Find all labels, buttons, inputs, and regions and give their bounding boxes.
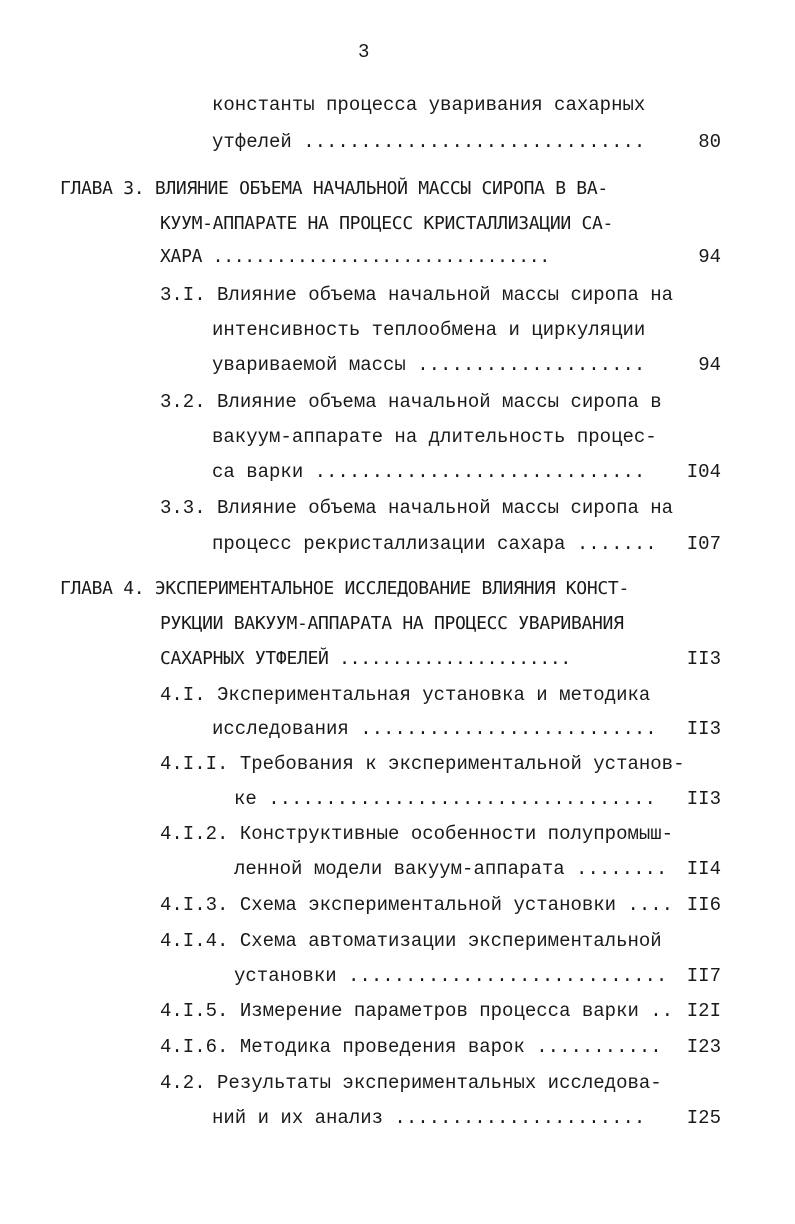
toc-page: II3 [686, 718, 721, 740]
toc-page: I25 [686, 1107, 721, 1129]
toc-line: ний и их анализ ...................... [212, 1107, 646, 1129]
toc-line: 4.I.2. Конструктивные особенности полупромыш- [160, 823, 674, 845]
toc-line: 3.I. Влияние объема начальной массы сиропа на [160, 284, 674, 306]
toc-page: 80 [698, 131, 721, 153]
toc-line: са варки ............................. [212, 461, 646, 483]
toc-line: утфелей .............................. [212, 131, 646, 153]
toc-line: 4.I.5. Измерение параметров процесса варки .. [160, 1000, 674, 1022]
chapter-heading: САХАРНЫХ УТФЕЛЕЙ ...................... [160, 648, 571, 669]
toc-line: 4.I. Экспериментальная установка и методика [160, 684, 651, 706]
toc-page: I23 [686, 1036, 721, 1058]
toc-line: 4.I.6. Методика проведения варок ........... [160, 1036, 662, 1058]
toc-line: ленной модели вакуум-аппарата ........ [234, 858, 668, 880]
toc-page: I2I [686, 1000, 721, 1022]
toc-page: 94 [698, 246, 721, 268]
toc-line: процесс рекристаллизации сахара ....... [212, 533, 657, 555]
toc-line: 4.I.I. Требования к экспериментальной установ- [160, 753, 685, 775]
toc-page: II6 [686, 894, 721, 916]
toc-line: установки ............................ [234, 965, 668, 987]
toc-line: вакуум-аппарате на длительность процес- [212, 426, 657, 448]
toc-line: 3.2. Влияние объема начальной массы сиропа в [160, 391, 662, 413]
chapter-heading: ХАРА ................................ [160, 246, 550, 267]
toc-page: II7 [686, 965, 721, 987]
toc-line: 4.I.4. Схема автоматизации экспериментальной [160, 930, 662, 952]
toc-line: ке .................................. [234, 788, 656, 810]
toc-page: 94 [698, 354, 721, 376]
toc-page: I04 [686, 461, 721, 483]
page-number: 3 [358, 41, 370, 63]
toc-line: исследования .......................... [212, 718, 657, 740]
toc-line: 4.2. Результаты экспериментальных исследова- [160, 1072, 662, 1094]
toc-page: I07 [686, 533, 721, 555]
chapter-heading: ГЛАВА 3. ВЛИЯНИЕ ОБЪЕМА НАЧАЛЬНОЙ МАССЫ СИРОПА В ВА- [60, 178, 608, 199]
toc-line: 3.3. Влияние объема начальной массы сиропа на [160, 497, 674, 519]
toc-page: II3 [686, 648, 721, 670]
toc-page: II4 [686, 858, 721, 880]
chapter-heading: РУКЦИИ ВАКУУМ-АППАРАТА НА ПРОЦЕСС УВАРИВАНИЯ [160, 613, 624, 634]
toc-line: интенсивность теплообмена и циркуляции [212, 319, 646, 341]
toc-page: II3 [686, 788, 721, 810]
chapter-heading: КУУМ-АППАРАТЕ НА ПРОЦЕСС КРИСТАЛЛИЗАЦИИ СА- [160, 213, 614, 234]
chapter-heading: ГЛАВА 4. ЭКСПЕРИМЕНТАЛЬНОЕ ИССЛЕДОВАНИЕ ВЛИЯНИЯ КОНСТ- [60, 578, 629, 599]
toc-line: увариваемой массы .................... [212, 354, 646, 376]
toc-line: константы процесса уваривания сахарных [212, 94, 646, 116]
toc-line: 4.I.3. Схема экспериментальной установки .... [160, 894, 674, 916]
